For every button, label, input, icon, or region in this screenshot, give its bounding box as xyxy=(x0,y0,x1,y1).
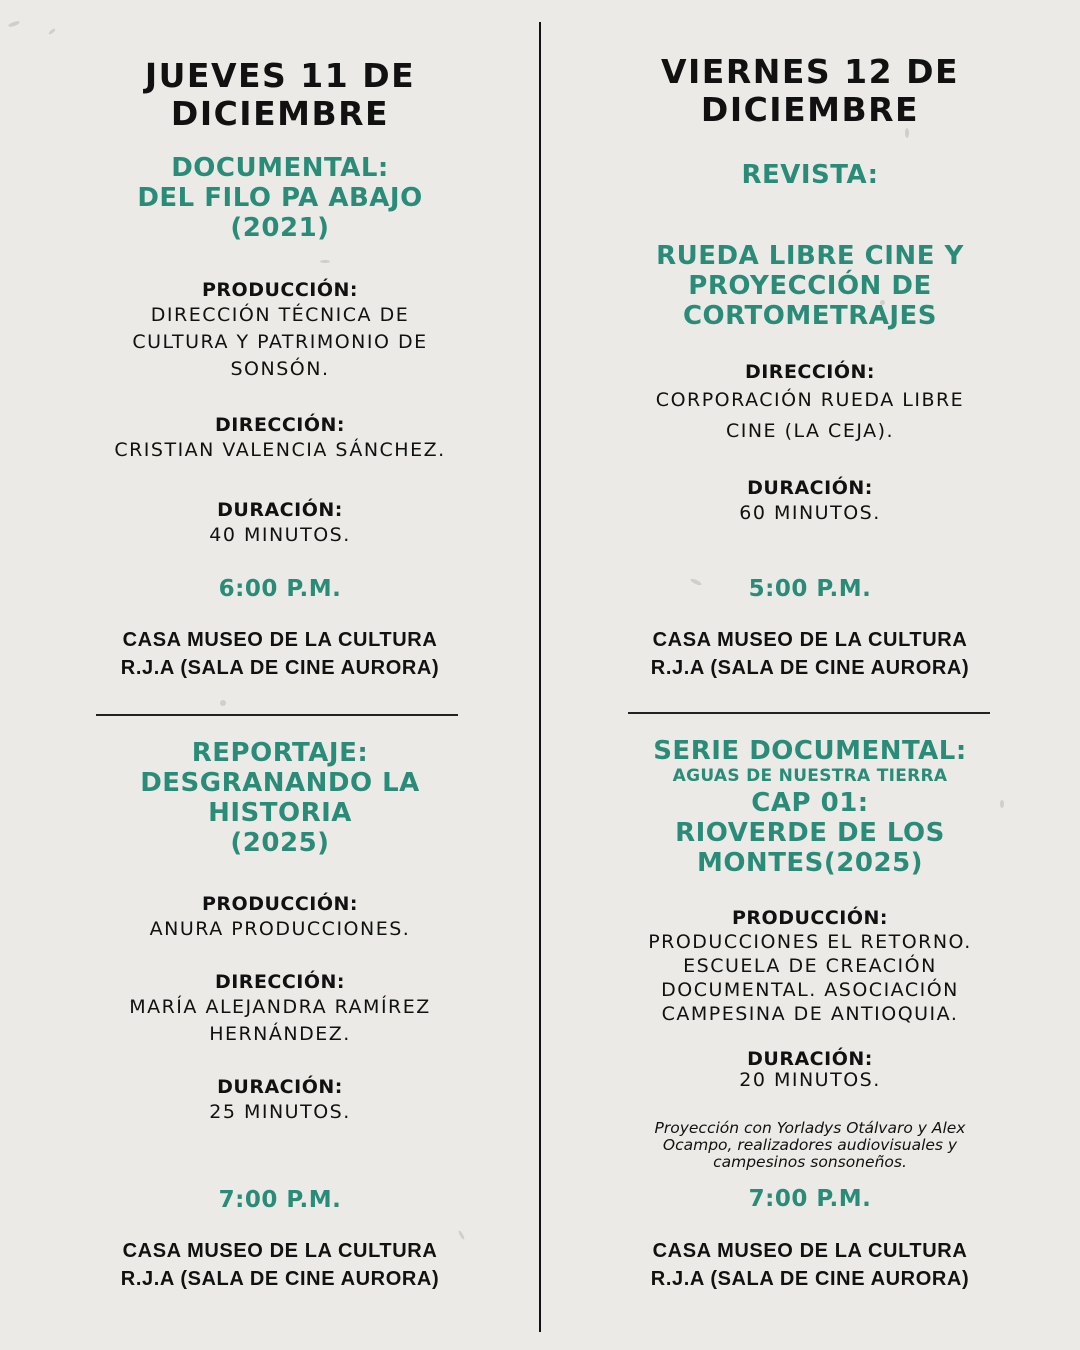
event-title-line: PROYECCIÓN DE xyxy=(688,271,932,301)
direction-label: DIRECCIÓN: xyxy=(214,414,346,436)
venue xyxy=(580,1237,1040,1293)
event-category: DOCUMENTAL: xyxy=(171,153,389,183)
venue-line: CASA MUSEO DE LA CULTURA xyxy=(122,629,438,651)
duration-value: 20 MINUTOS. xyxy=(739,1069,881,1091)
day-heading-line2: DICIEMBRE xyxy=(700,90,920,129)
duration-label: DURACIÓN: xyxy=(217,1076,343,1098)
duration-block xyxy=(40,498,520,549)
note-line: Proyección con Yorladys Otálvaro y Alex xyxy=(654,1119,966,1137)
venue-line: CASA MUSEO DE LA CULTURA xyxy=(122,1240,438,1262)
venue-line: CASA MUSEO DE LA CULTURA xyxy=(652,629,968,651)
duration-value: 40 MINUTOS. xyxy=(209,524,351,546)
venue-line: R.J.A (SALA DE CINE AURORA) xyxy=(120,657,440,679)
production-value: PRODUCCIONES EL RETORNO. xyxy=(648,931,972,953)
production-label: PRODUCCIÓN: xyxy=(201,279,358,301)
note-line: Ocampo, realizadores audiovisuales y xyxy=(662,1136,958,1154)
venue-line: R.J.A (SALA DE CINE AURORA) xyxy=(650,657,970,679)
event-title-line: CAP 01: xyxy=(751,788,869,818)
day-heading xyxy=(580,53,1040,129)
event-category: SERIE DOCUMENTAL: xyxy=(653,736,967,766)
event-title-line: DESGRANANDO LA xyxy=(140,768,420,798)
production-value: CAMPESINA DE ANTIOQUIA. xyxy=(661,1003,959,1025)
duration-label: DURACIÓN: xyxy=(747,1048,873,1070)
event-category: REPORTAJE: xyxy=(191,738,369,768)
event-title xyxy=(40,738,520,858)
event-separator xyxy=(96,714,458,716)
direction-block xyxy=(40,970,520,1048)
day-heading-line2: DICIEMBRE xyxy=(170,94,390,133)
production-value: ANURA PRODUCCIONES. xyxy=(149,918,411,940)
duration-value: 25 MINUTOS. xyxy=(209,1101,351,1123)
event-time: 6:00 P.M. xyxy=(218,576,342,602)
production-value: ESCUELA DE CREACIÓN xyxy=(683,955,937,977)
production-block xyxy=(40,278,520,383)
direction-block xyxy=(40,413,520,464)
day-heading-line1: JUEVES 11 DE xyxy=(144,56,416,95)
production-value: DOCUMENTAL. ASOCIACIÓN xyxy=(661,979,959,1001)
series-name: AGUAS DE NUESTRA TIERRA xyxy=(672,766,948,786)
production-block xyxy=(580,906,1040,1026)
duration-label: DURACIÓN: xyxy=(747,477,873,499)
event-year: (2021) xyxy=(230,213,330,243)
venue xyxy=(40,626,520,682)
duration-value: 60 MINUTOS. xyxy=(739,502,881,524)
production-block xyxy=(40,892,520,943)
event-category: REVISTA: xyxy=(741,160,879,190)
note-line: campesinos sonsoneños. xyxy=(713,1153,907,1171)
direction-value: MARÍA ALEJANDRA RAMÍREZ xyxy=(129,996,431,1018)
venue-line: R.J.A (SALA DE CINE AURORA) xyxy=(650,1268,970,1290)
event-title xyxy=(580,788,1040,878)
production-value: CULTURA Y PATRIMONIO DE xyxy=(132,331,428,353)
event-separator xyxy=(628,712,990,714)
duration-block xyxy=(580,476,1040,527)
production-label: PRODUCCIÓN: xyxy=(201,893,358,915)
event-title xyxy=(580,241,1040,331)
event-title-line: RIOVERDE DE LOS xyxy=(675,818,945,848)
event-title-line: MONTES(2025) xyxy=(696,848,924,878)
event-title-line: DEL FILO PA ABAJO xyxy=(137,183,423,213)
venue xyxy=(40,1237,520,1293)
venue-line: R.J.A (SALA DE CINE AURORA) xyxy=(120,1268,440,1290)
duration-block xyxy=(40,1075,520,1126)
event-title xyxy=(40,153,520,243)
day-heading-line1: VIERNES 12 DE xyxy=(660,52,960,91)
production-value: SONSÓN. xyxy=(230,358,330,380)
event-title-line: CORTOMETRAJES xyxy=(682,301,938,331)
direction-value: CINE (LA CEJA). xyxy=(725,420,895,442)
event-time: 7:00 P.M. xyxy=(748,1186,872,1212)
production-label: PRODUCCIÓN: xyxy=(731,907,888,929)
duration-block xyxy=(580,1048,1040,1090)
event-title-line: HISTORIA xyxy=(208,798,352,828)
direction-value: HERNÁNDEZ. xyxy=(209,1023,351,1045)
direction-value: CORPORACIÓN RUEDA LIBRE xyxy=(655,389,965,411)
day-heading xyxy=(40,57,520,133)
production-value: DIRECCIÓN TÉCNICA DE xyxy=(150,304,410,326)
event-time: 5:00 P.M. xyxy=(748,576,872,602)
direction-value: CRISTIAN VALENCIA SÁNCHEZ. xyxy=(114,439,446,461)
event-time: 7:00 P.M. xyxy=(218,1187,342,1213)
column-divider xyxy=(539,22,541,1332)
event-year: (2025) xyxy=(230,828,330,858)
screening-note xyxy=(580,1120,1040,1171)
duration-label: DURACIÓN: xyxy=(217,499,343,521)
direction-label: DIRECCIÓN: xyxy=(744,361,876,383)
direction-label: DIRECCIÓN: xyxy=(214,971,346,993)
direction-block xyxy=(580,360,1040,446)
venue-line: CASA MUSEO DE LA CULTURA xyxy=(652,1240,968,1262)
venue xyxy=(580,626,1040,682)
event-title-line: RUEDA LIBRE CINE Y xyxy=(656,241,964,271)
